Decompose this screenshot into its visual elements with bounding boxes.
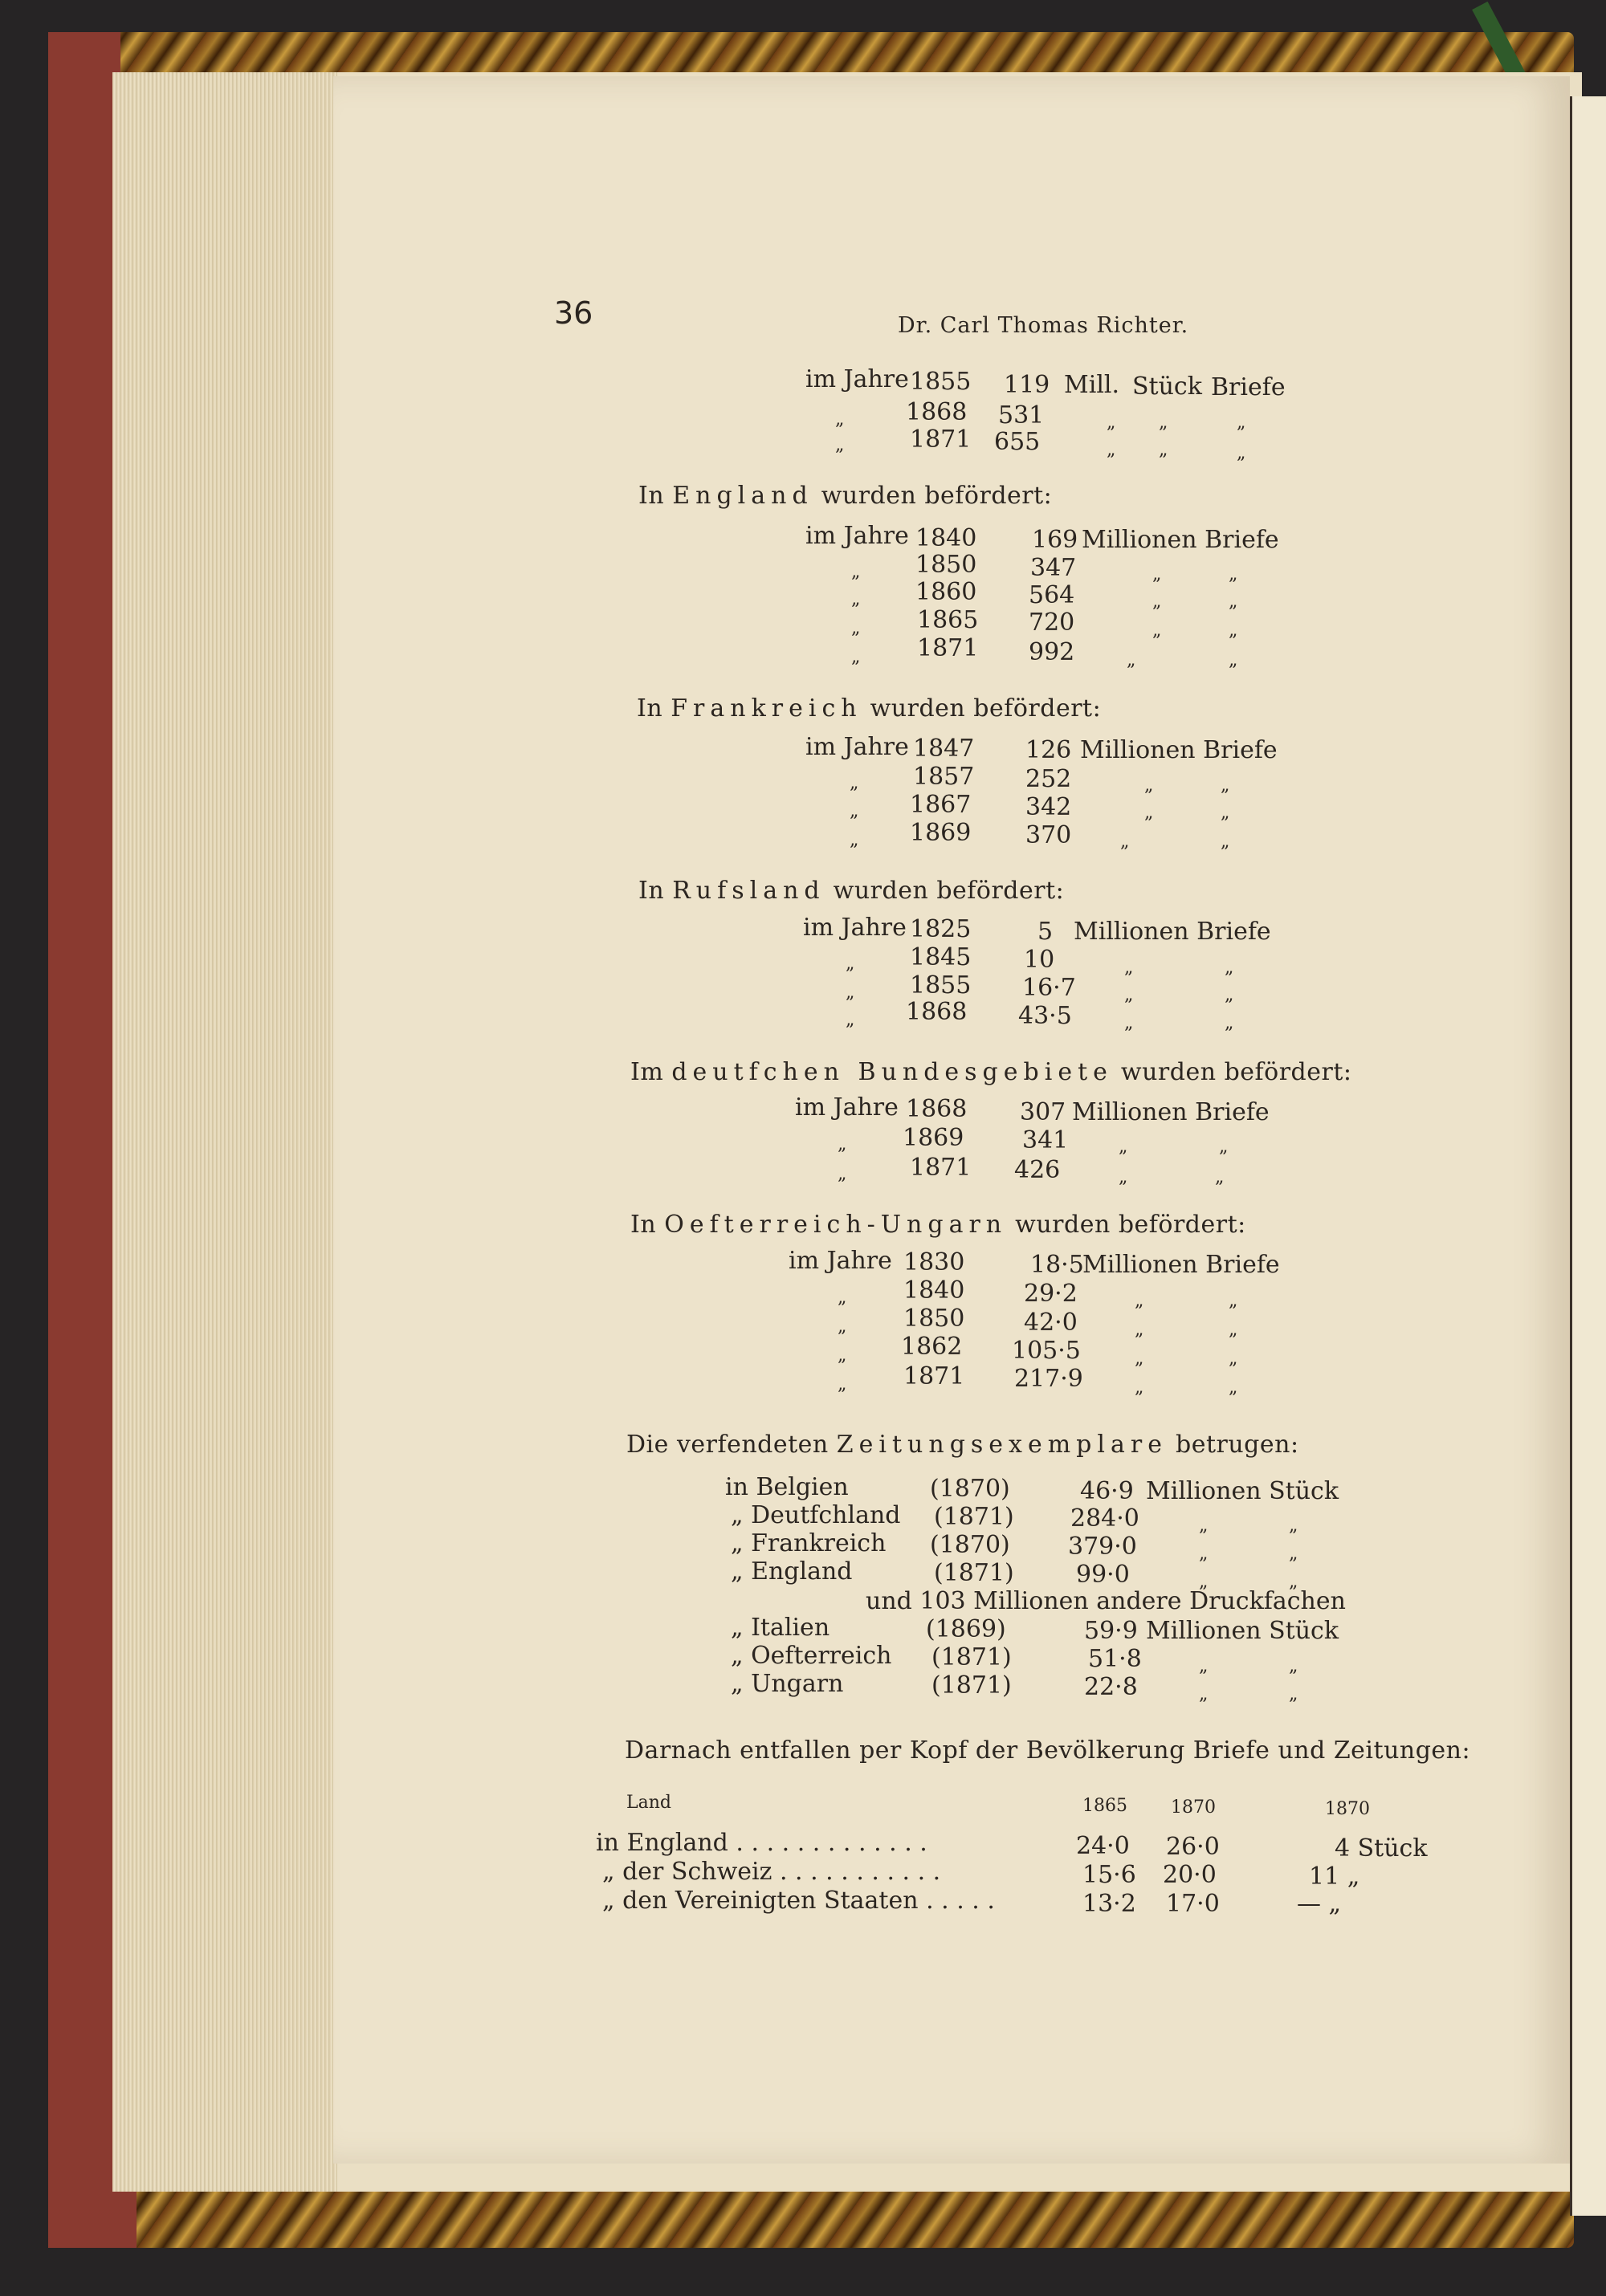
row-label: im Jahre <box>795 1093 899 1122</box>
row-value: 22·8 <box>1084 1673 1138 1701</box>
ditto-mark: „ <box>1107 440 1116 460</box>
row-unit: Millionen Briefe <box>1080 736 1278 764</box>
row-land: in England . . . . . . . . . . . . . <box>596 1829 927 1857</box>
row-value: 59·9 <box>1084 1617 1138 1645</box>
ditto-mark: „ <box>1221 803 1230 823</box>
ditto-mark: „ <box>1225 958 1234 978</box>
row-country: „ England <box>731 1557 853 1586</box>
row-label: im Jahre <box>805 733 909 761</box>
ditto-mark: „ <box>1229 592 1238 612</box>
ditto-mark: „ <box>1199 1656 1209 1676</box>
row-unit: Millionen Briefe <box>1072 1098 1270 1126</box>
row-zeitungen: — „ <box>1297 1890 1342 1918</box>
row-value: 370 <box>1025 821 1072 849</box>
row-country: „ Deutfchland <box>731 1501 901 1529</box>
ditto-mark: „ <box>835 435 845 455</box>
row-value: 531 <box>998 401 1045 429</box>
row-value: 379·0 <box>1068 1533 1137 1561</box>
ditto-mark: „ <box>846 1010 855 1030</box>
row-year: 1825 <box>910 915 972 943</box>
ditto-mark: „ <box>850 801 859 821</box>
ditto-mark: „ <box>1289 1656 1298 1676</box>
row-value: 992 <box>1029 638 1075 666</box>
row-year: 1847 <box>913 735 975 763</box>
section-heading-per-kopf: Darnach entfallen per Kopf der Bevölkerung Briefe und Zeitungen: <box>625 1736 1471 1765</box>
row-year: (1870) <box>930 1531 1010 1559</box>
ditto-mark: „ <box>1135 1349 1144 1369</box>
row-year: 1840 <box>903 1276 965 1305</box>
row-year: 1830 <box>903 1248 965 1276</box>
ditto-mark: „ <box>1289 1516 1298 1536</box>
ditto-mark: „ <box>1229 1291 1238 1311</box>
ditto-mark: „ <box>1199 1572 1209 1592</box>
row-year: 1862 <box>901 1333 963 1361</box>
row-zeitungen: 11 „ <box>1309 1862 1360 1891</box>
ditto-mark: „ <box>1107 413 1116 433</box>
ditto-mark: „ <box>851 618 861 638</box>
row-unit: Millionen Stück <box>1146 1617 1339 1645</box>
ditto-mark: „ <box>1225 985 1234 1005</box>
ditto-mark: „ <box>1152 592 1162 612</box>
row-value: 284·0 <box>1070 1504 1139 1533</box>
row-label: im Jahre <box>803 914 907 942</box>
ditto-mark: „ <box>846 983 855 1003</box>
row-country: „ Italien <box>731 1614 830 1642</box>
row-year: (1870) <box>930 1475 1010 1503</box>
ditto-mark: „ <box>1135 1291 1144 1311</box>
row-year: (1871) <box>931 1643 1012 1671</box>
ditto-mark: „ <box>1119 1167 1128 1187</box>
row-value: 347 <box>1030 554 1077 582</box>
row-year: 1845 <box>910 943 972 971</box>
row-zeitungen: 4 Stück <box>1335 1834 1428 1862</box>
row-unit: Millionen Briefe <box>1082 526 1279 554</box>
row-value: 307 <box>1020 1098 1066 1126</box>
ditto-mark: „ <box>1127 650 1136 670</box>
row-year: 1855 <box>910 971 972 999</box>
row-year: 1860 <box>915 578 977 606</box>
ditto-mark: „ <box>838 1374 847 1394</box>
row-1870: 20·0 <box>1163 1861 1217 1889</box>
row-unit: Mill. <box>1064 371 1120 399</box>
row-year: (1871) <box>934 1559 1014 1587</box>
ditto-mark: „ <box>1144 803 1154 823</box>
ditto-mark: „ <box>1219 1137 1229 1157</box>
row-year: 1840 <box>915 524 977 552</box>
row-value: 29·2 <box>1024 1280 1078 1308</box>
row-value: 99·0 <box>1076 1561 1130 1589</box>
section-heading-bundesgebiet: Im deutfchen Bundesgebiete wurden befördert: <box>630 1058 1352 1086</box>
ditto-mark: „ <box>1159 413 1168 433</box>
ditto-mark: „ <box>1289 1684 1298 1704</box>
row-year: 1871 <box>910 425 972 454</box>
ditto-mark: „ <box>1124 985 1134 1005</box>
ditto-mark: „ <box>1221 832 1230 852</box>
ditto-mark: „ <box>838 1288 847 1308</box>
row-value: 46·9 <box>1080 1477 1134 1505</box>
row-label: im Jahre <box>805 365 909 393</box>
row-land: „ der Schweiz . . . . . . . . . . . <box>602 1858 941 1886</box>
ditto-mark: „ <box>838 1345 847 1366</box>
row-year: 1850 <box>915 551 977 579</box>
row-year: 1868 <box>906 398 968 426</box>
ditto-mark: „ <box>1237 443 1246 463</box>
ditto-mark: „ <box>1144 776 1154 796</box>
ditto-mark: „ <box>1229 1378 1238 1398</box>
ditto-mark: „ <box>1124 1013 1134 1033</box>
ditto-mark: „ <box>1124 958 1134 978</box>
row-year: 1868 <box>906 998 968 1026</box>
row-year: 1868 <box>906 1095 968 1123</box>
ditto-mark: „ <box>1120 832 1130 852</box>
ditto-mark: „ <box>851 589 861 609</box>
ditto-mark: „ <box>850 773 859 793</box>
ditto-mark: „ <box>1289 1572 1298 1592</box>
ditto-mark: „ <box>1289 1544 1298 1564</box>
col-header-1870-zeitungen: 1870 <box>1325 1799 1370 1819</box>
row-year: 1850 <box>903 1305 965 1333</box>
row-1865: 13·2 <box>1082 1890 1136 1918</box>
row-country: „ Oefterreich <box>731 1642 892 1670</box>
running-head: Dr. Carl Thomas Richter. <box>898 313 1189 338</box>
ditto-mark: „ <box>851 562 861 582</box>
ditto-mark: „ <box>1135 1378 1144 1398</box>
ditto-mark: „ <box>838 1134 847 1154</box>
row-value: 42·0 <box>1024 1309 1078 1337</box>
row-year: 1871 <box>917 634 979 662</box>
row-value: 51·8 <box>1088 1645 1142 1673</box>
row-value: 16·7 <box>1022 974 1076 1002</box>
row-value: 564 <box>1029 581 1075 609</box>
row-value: 105·5 <box>1012 1337 1081 1365</box>
ditto-mark: „ <box>1152 621 1162 641</box>
row-label: im Jahre <box>805 522 909 550</box>
col-header-1865: 1865 <box>1082 1796 1127 1816</box>
row-unit: Millionen Briefe <box>1082 1251 1280 1279</box>
ditto-mark: „ <box>835 409 845 429</box>
ditto-mark: „ <box>1215 1167 1225 1187</box>
ditto-mark: „ <box>1199 1516 1209 1536</box>
row-year: (1871) <box>934 1503 1014 1531</box>
ditto-mark: „ <box>1229 564 1238 584</box>
col-header-land: Land <box>626 1793 671 1813</box>
ditto-mark: „ <box>1229 1320 1238 1340</box>
ditto-mark: „ <box>850 830 859 850</box>
ditto-mark: „ <box>1229 1349 1238 1369</box>
ditto-mark: „ <box>1119 1137 1128 1157</box>
row-1865: 15·6 <box>1082 1861 1136 1889</box>
row-value: 426 <box>1014 1156 1061 1184</box>
extra-line: und 103 Millionen andere Druckfachen <box>866 1587 1346 1615</box>
row-value: 217·9 <box>1014 1365 1083 1393</box>
row-year: 1869 <box>903 1124 964 1152</box>
ditto-mark: „ <box>1199 1544 1209 1564</box>
row-year: 1871 <box>903 1362 965 1390</box>
section-heading-frankreich: In Frankreich wurden befördert: <box>637 694 1102 723</box>
row-country: in Belgien <box>725 1473 849 1501</box>
row-label: im Jahre <box>789 1247 892 1275</box>
ditto-mark: „ <box>1199 1684 1209 1704</box>
ditto-mark: „ <box>851 647 861 667</box>
row-value: 5 <box>1037 918 1054 946</box>
ditto-mark: „ <box>1225 1013 1234 1033</box>
ditto-mark: „ <box>1152 564 1162 584</box>
section-heading-england: In England wurden befördert: <box>638 482 1053 510</box>
row-year: 1865 <box>917 606 979 634</box>
row-unit: Millionen Briefe <box>1074 918 1271 946</box>
ditto-mark: „ <box>1229 650 1238 670</box>
col-header-1870: 1870 <box>1171 1797 1216 1818</box>
row-year: (1871) <box>931 1671 1012 1700</box>
section-heading-russland: In Rufsland wurden befördert: <box>638 877 1065 905</box>
row-value: 252 <box>1025 765 1072 793</box>
row-year: 1871 <box>910 1154 972 1182</box>
ditto-mark: „ <box>1221 776 1230 796</box>
row-1870: 17·0 <box>1166 1890 1220 1918</box>
ditto-mark: „ <box>846 954 855 974</box>
row-1870: 26·0 <box>1166 1833 1220 1861</box>
row-value: 126 <box>1025 736 1072 764</box>
row-year: 1855 <box>910 368 972 396</box>
row-value: 18·5 <box>1030 1251 1084 1279</box>
ditto-mark: „ <box>838 1164 847 1184</box>
row-year: (1869) <box>926 1615 1006 1643</box>
row-value: 655 <box>994 428 1041 456</box>
row-year: 1867 <box>910 791 972 819</box>
row-value: 119 <box>1004 371 1050 399</box>
row-country: „ Frankreich <box>731 1529 887 1557</box>
ditto-mark: „ <box>1229 621 1238 641</box>
ditto-mark: „ <box>1159 440 1168 460</box>
row-country: „ Ungarn <box>731 1670 844 1698</box>
page-number: 36 <box>554 295 593 331</box>
ditto-mark: „ <box>1237 413 1246 433</box>
row-1865: 24·0 <box>1076 1832 1130 1860</box>
row-value: 720 <box>1029 609 1075 637</box>
row-value: 342 <box>1025 793 1072 821</box>
row-year: 1857 <box>913 763 975 791</box>
row-value: 169 <box>1032 526 1078 554</box>
ditto-mark: „ <box>838 1317 847 1337</box>
row-value: 10 <box>1024 946 1055 974</box>
row-unit: Millionen Stück <box>1146 1477 1339 1505</box>
row-unit: Briefe <box>1211 373 1286 401</box>
row-value: 341 <box>1022 1126 1069 1154</box>
row-unit: Stück <box>1132 372 1202 401</box>
section-heading-zeitung: Die verfendeten Zeitungsexemplare betrugen: <box>626 1431 1299 1459</box>
row-value: 43·5 <box>1018 1002 1072 1030</box>
section-heading-oesterreich: In Oefterreich-Ungarn wurden befördert: <box>630 1211 1246 1239</box>
row-land: „ den Vereinigten Staaten . . . . . <box>602 1887 995 1915</box>
ditto-mark: „ <box>1135 1320 1144 1340</box>
row-year: 1869 <box>910 819 972 847</box>
